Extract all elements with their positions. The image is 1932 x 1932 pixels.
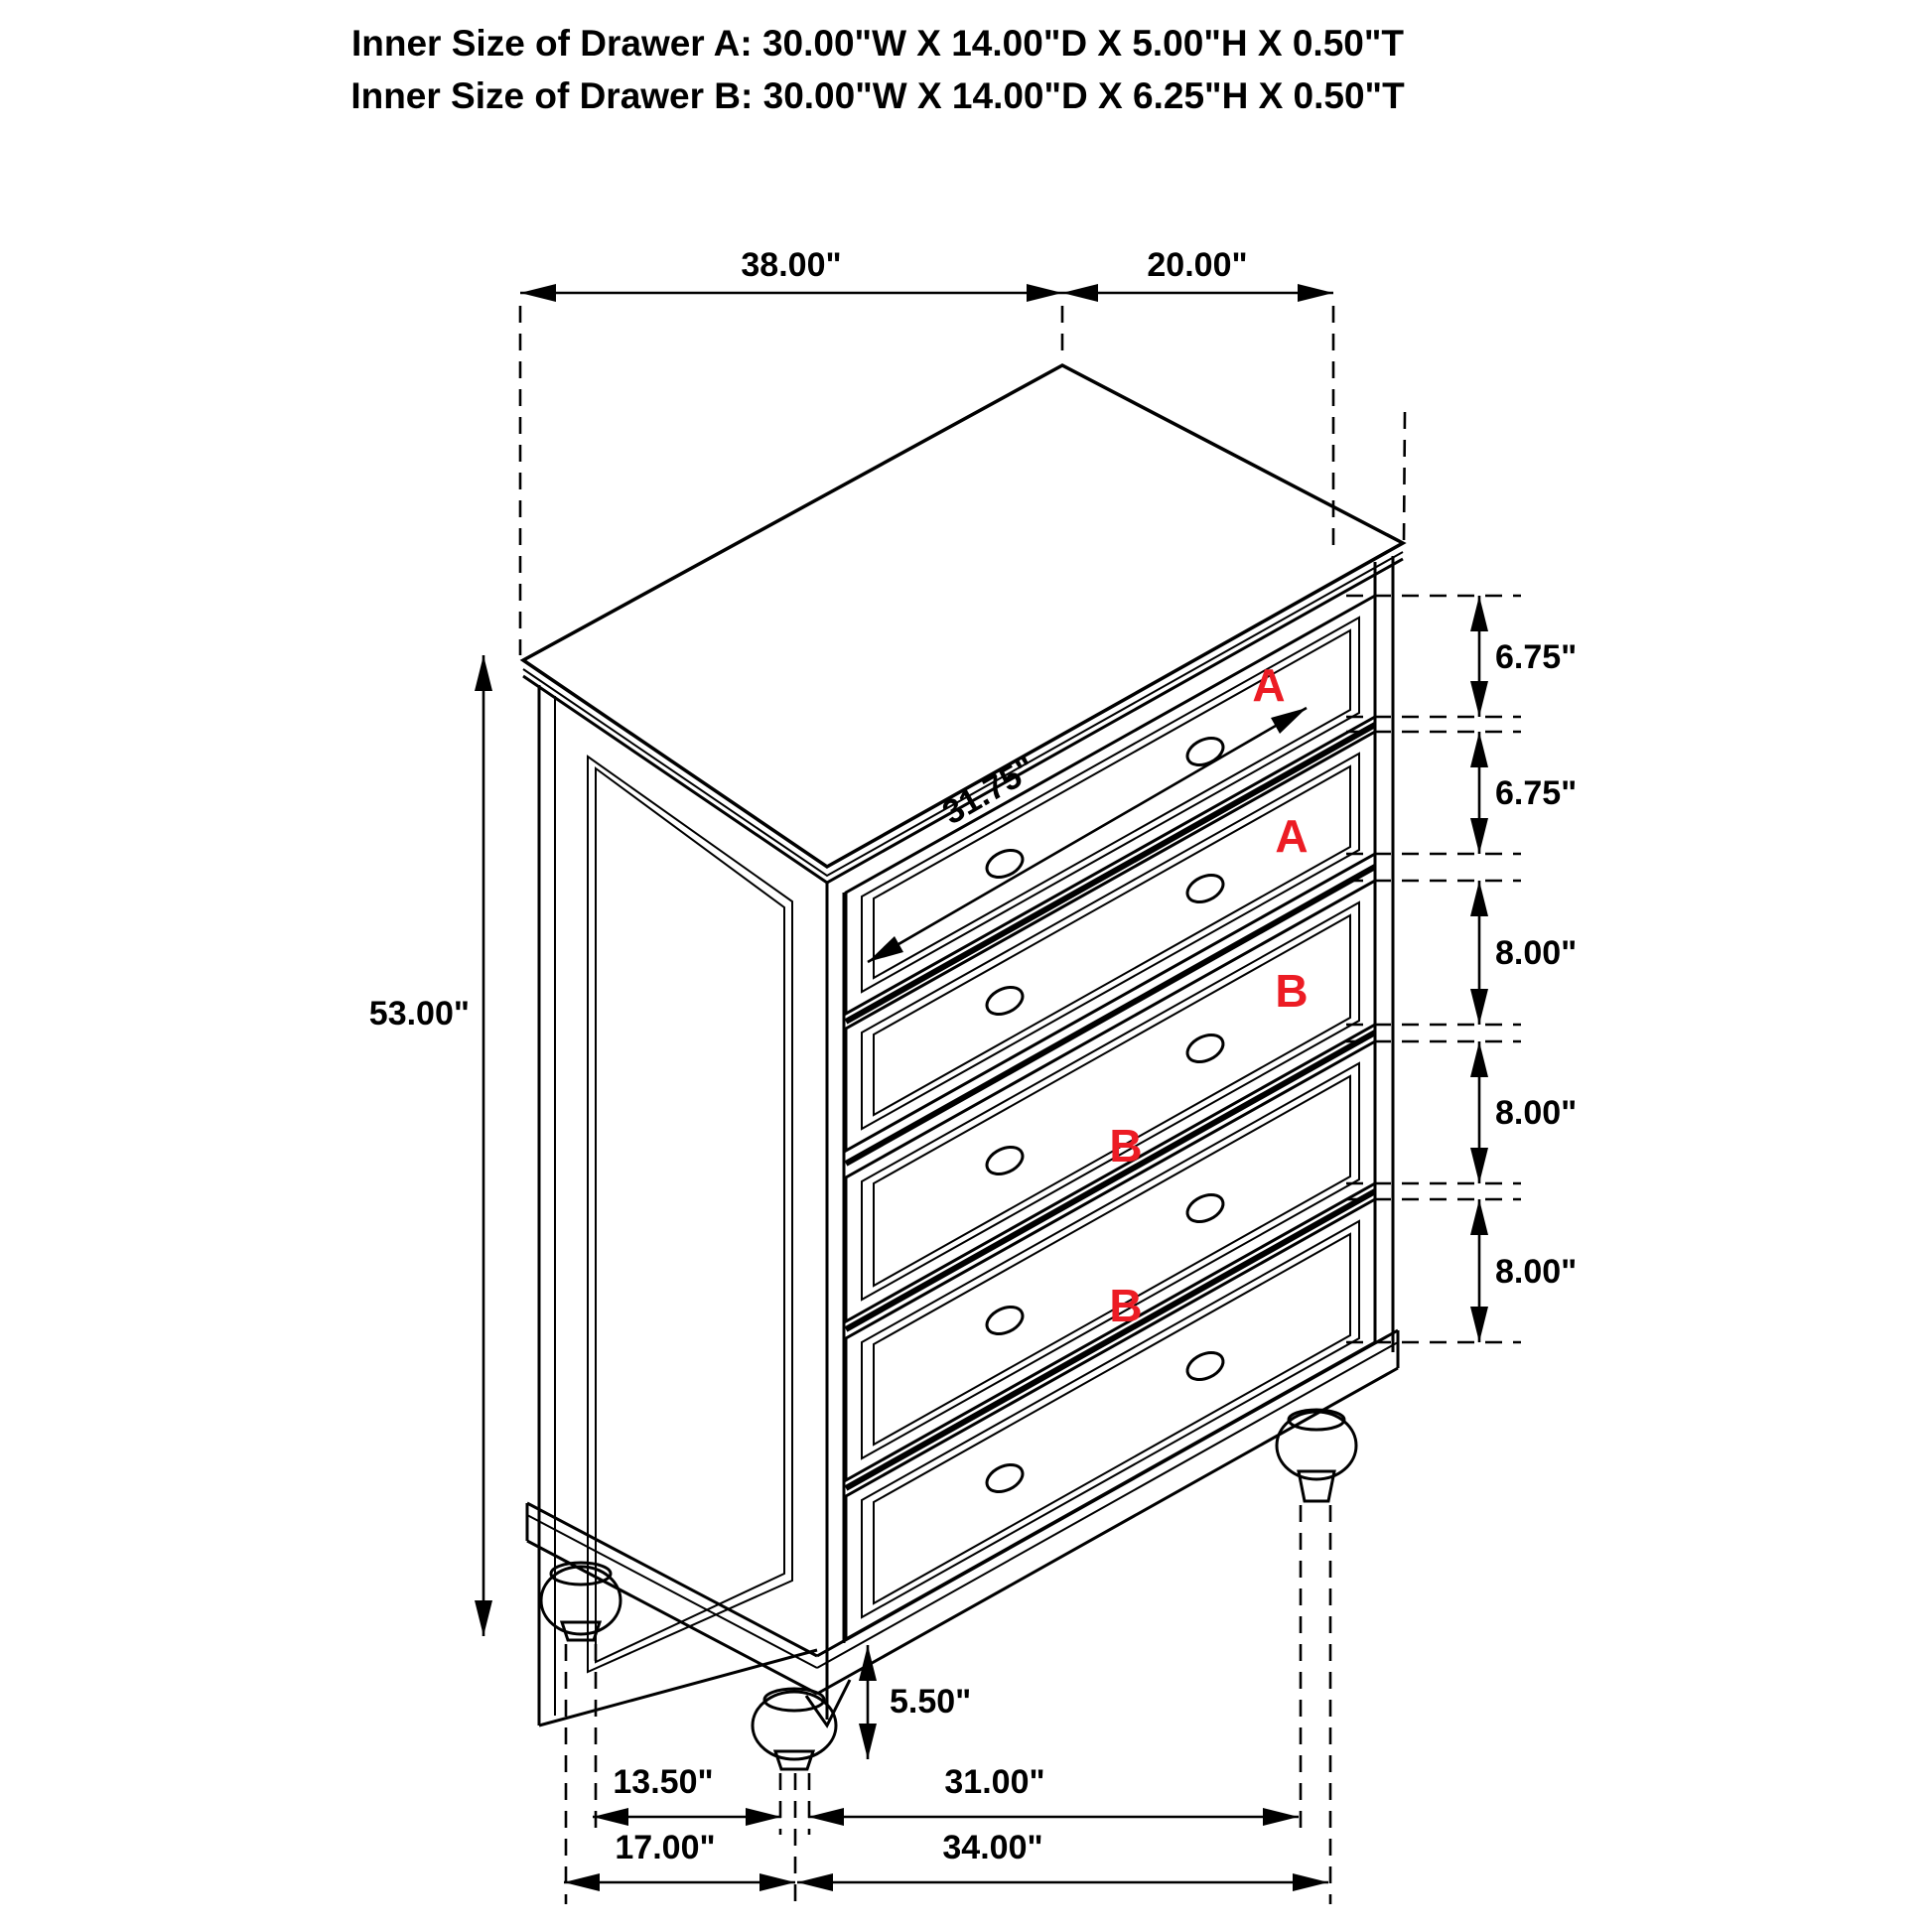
arrowhead bbox=[520, 284, 556, 302]
drawer-2-label: A bbox=[1275, 810, 1309, 862]
side-panel bbox=[588, 757, 792, 1672]
dim-feet-outer bbox=[564, 1829, 1328, 1891]
drawer-pull bbox=[983, 845, 1028, 883]
drawer-5 bbox=[846, 1199, 1375, 1639]
arrowhead bbox=[1470, 818, 1488, 854]
arrowhead bbox=[1470, 989, 1488, 1025]
arrowhead bbox=[1470, 1041, 1488, 1077]
drawer-pull bbox=[983, 982, 1028, 1020]
arrowhead bbox=[475, 1600, 492, 1636]
arrowhead bbox=[1470, 1199, 1488, 1235]
top-width-label: 38.00" bbox=[741, 246, 842, 284]
drawer-pull bbox=[983, 1302, 1028, 1339]
dim-top-width bbox=[520, 246, 1405, 655]
drawer-4-height-label: 8.00" bbox=[1495, 1094, 1578, 1132]
arrowhead bbox=[1470, 732, 1488, 767]
drawer-pull bbox=[1183, 1030, 1228, 1067]
drawer-2-height-label: 6.75" bbox=[1495, 774, 1578, 812]
top-depth-label: 20.00" bbox=[1147, 246, 1248, 284]
drawer-5-label: B bbox=[1109, 1280, 1143, 1331]
drawer-pull bbox=[1183, 1189, 1228, 1227]
drawer-front-width-label: 31.75" bbox=[936, 749, 1042, 833]
feet-outer-depth-label: 17.00" bbox=[615, 1829, 716, 1866]
dimension-annotations bbox=[369, 246, 1578, 1904]
arrowhead bbox=[1062, 284, 1098, 302]
title-drawer-b-inner-size: Inner Size of Drawer B: 30.00"W X 14.00"D X 6.25"H X 0.50"T bbox=[350, 75, 1405, 116]
drawer-pull bbox=[1183, 870, 1228, 907]
arrowhead bbox=[759, 1873, 795, 1891]
drawer-1-label: A bbox=[1252, 659, 1286, 711]
feet-inner-depth-label: 13.50" bbox=[613, 1763, 714, 1801]
leg-height-label: 5.50" bbox=[890, 1683, 972, 1721]
arrowhead bbox=[1298, 284, 1333, 302]
drawer-1 bbox=[846, 596, 1375, 1014]
foot-right bbox=[1277, 1410, 1356, 1501]
arrowhead bbox=[1470, 881, 1488, 916]
arrowhead bbox=[1470, 1307, 1488, 1342]
foot-front bbox=[753, 1689, 836, 1769]
arrowhead bbox=[564, 1873, 600, 1891]
drawer-1-height-label: 6.75" bbox=[1495, 638, 1578, 676]
drawer-4-label: B bbox=[1109, 1120, 1143, 1172]
drawer-2 bbox=[846, 732, 1375, 1151]
arrowhead bbox=[797, 1873, 833, 1891]
dim-drawer-front-width bbox=[868, 708, 1307, 962]
dim-feet-inner bbox=[593, 1763, 1299, 1826]
arrowhead bbox=[1470, 681, 1488, 717]
drawer-pull bbox=[1183, 733, 1228, 770]
dim-overall-height bbox=[369, 655, 492, 1636]
arrowhead bbox=[475, 655, 492, 691]
drawer-pull bbox=[983, 1142, 1028, 1179]
drawer-5-height-label: 8.00" bbox=[1495, 1253, 1578, 1291]
feet-inner-width-label: 31.00" bbox=[944, 1763, 1045, 1801]
arrowhead bbox=[1027, 284, 1062, 302]
chest-drawing bbox=[523, 365, 1403, 1769]
arrowhead bbox=[1263, 1808, 1299, 1826]
drawer-pull bbox=[983, 1459, 1028, 1497]
foot-left bbox=[541, 1563, 621, 1640]
arrowhead bbox=[1293, 1873, 1328, 1891]
arrowhead bbox=[859, 1724, 877, 1759]
drawer-3 bbox=[846, 881, 1375, 1321]
drawer-pull bbox=[1183, 1347, 1228, 1385]
arrowhead bbox=[808, 1808, 844, 1826]
overall-height-label: 53.00" bbox=[368, 995, 470, 1033]
arrowhead bbox=[1470, 1148, 1488, 1183]
arrowhead bbox=[1470, 596, 1488, 631]
arrowhead bbox=[593, 1808, 628, 1826]
drawer-3-height-label: 8.00" bbox=[1495, 934, 1578, 972]
drawer-3-label: B bbox=[1275, 965, 1309, 1017]
title-drawer-a-inner-size: Inner Size of Drawer A: 30.00"W X 14.00"D X 5.00"H X 0.50"T bbox=[351, 23, 1404, 64]
feet-outer-width-label: 34.00" bbox=[942, 1829, 1043, 1866]
arrowhead bbox=[746, 1808, 781, 1826]
arrowhead bbox=[1271, 708, 1307, 734]
dim-drawer-heights bbox=[1346, 596, 1577, 1342]
